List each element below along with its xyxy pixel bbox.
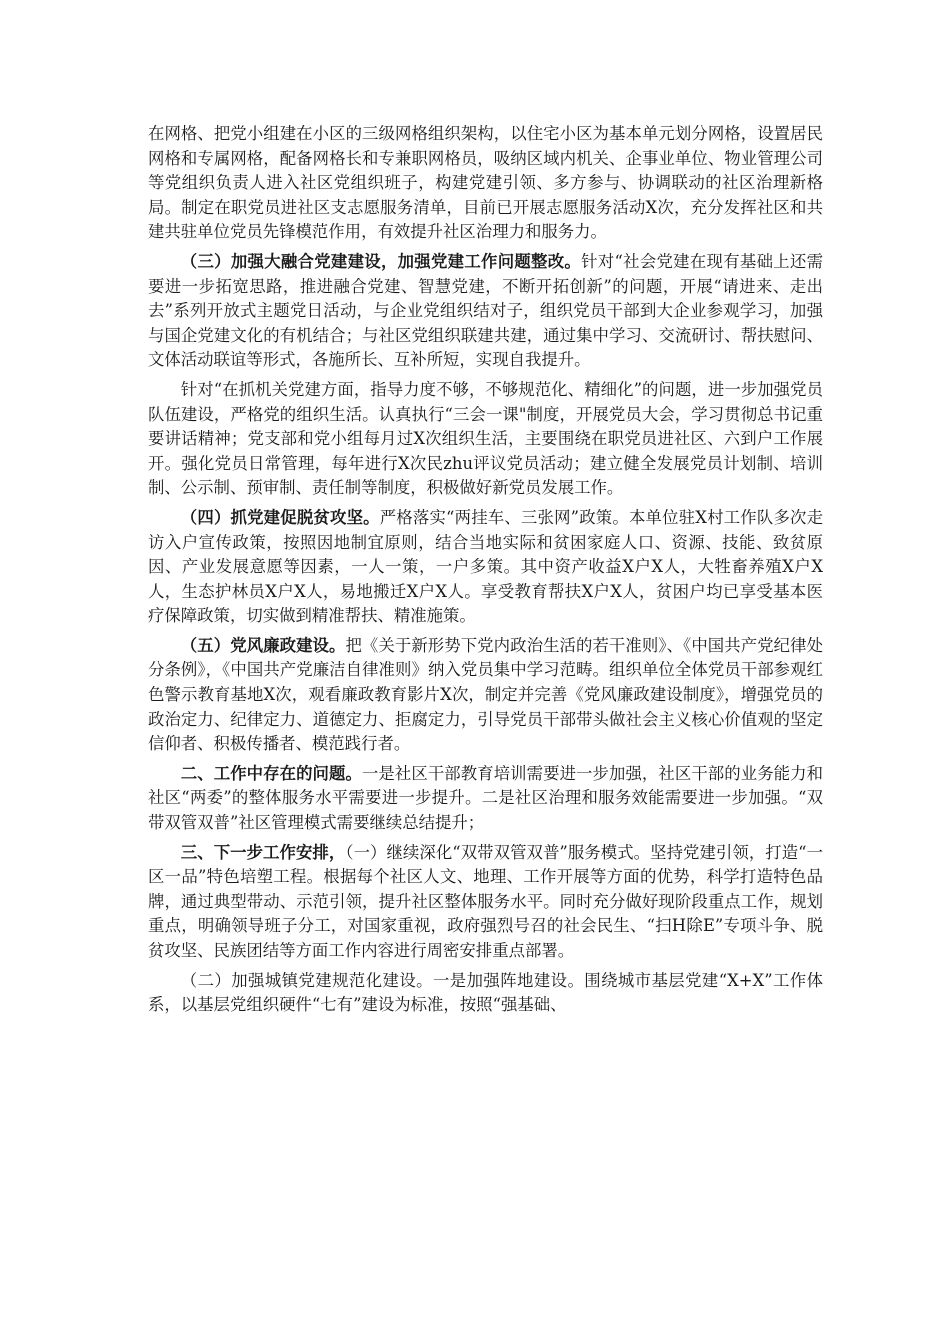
document-body [148,122,823,1023]
paragraph-section-5 [148,634,823,757]
paragraph-grid-structure [148,122,823,245]
paragraph-text: 把《关于新形势下党内政治生活的若干准则》、《中国共产党纪律处分条例》，《中国共产党廉洁自律准则》纳入党员集中学习范畴。组织单位全体党员干部参观红色警示教育基地X次，观看廉政教育影片X次，制定并完善《党风廉政建设制度》，增强党员的政治定力、纪律定力、道德定力、拒腐定力，引导党员干部带头做社会主义核心价值观的坚定信仰者、积极传播者、模范践行者。 [148,635,823,754]
paragraph-text: 一是社区干部教育培训需要进一步加强，社区干部的业务能力和社区“两委”的整体服务水平需要进一步提升。二是社区治理和服务效能需要进一步加强。“双带双管双普”社区管理模式需要继续总结提升； [148,763,823,833]
section-heading: （四）抓党建促脱贫攻坚。 [180,507,380,527]
paragraph-text: （二）加强城镇党建规范化建设。一是加强阵地建设。围绕城市基层党建“X+X”工作体系，以基层党组织硬件“七有”建设为标准，按照“强基础、 [148,970,823,1015]
paragraph-section-4 [148,506,823,629]
section-heading: （三）加强大融合党建建设，加强党建工作问题整改。 [180,251,582,271]
paragraph-urban-party-building [148,969,823,1018]
paragraph-text: 针对“在抓机关党建方面，指导力度不够，不够规范化、精细化”的问题，进一步加强党员队伍建设，严格党的组织生活。认真执行“三会一课"制度，开展党员大会，学习贯彻总书记重要讲话精神；党支部和党小组每月过X次组织生活，主要围绕在职党员进社区、六到户工作展开。强化党员日常管理，每年进行X次民zhu评议党员活动；建立健全发展党员计划制、培训制、公示制、预审制、责任制等制度，积极做好新党员发展工作。 [148,379,823,498]
paragraph-text: 在网格、把党小组建在小区的三级网格组织架构，以住宅小区为基本单元划分网格，设置居民网格和专属网格，配备网格长和专兼职网格员，吸纳区域内机关、企事业单位、物业管理公司等党组织负责人进入社区党组织班子，构建党建引领、多方参与、协调联动的社区治理新格局。制定在职党员进社区支志愿服务清单，目前已开展志愿服务活动X次，充分发挥社区和共建共驻单位党员先锋模范作用，有效提升社区治理力和服务力。 [148,124,823,242]
paragraph-section-3 [148,250,823,373]
chapter-heading: 二、工作中存在的问题。 [180,763,362,783]
paragraph-problems [148,762,823,836]
chapter-heading: 三、下一步工作安排， [180,842,346,862]
paragraph-next-steps [148,841,823,964]
paragraph-text: （一）继续深化“双带双管双普”服务模式。坚持党建引领，打造“一区一品”特色培塑工程。根据每个社区人文、地理、工作开展等方面的优势，科学打造特色品牌，通过典型带动、示范引领，提升社区整体服务水平。同时充分做好现阶段重点工作，规划重点，明确领导班子分工，对国家重视，政府强烈号召的社会民生、“扫H除E”专项斗争、脱贫攻坚、民族团结等方面工作内容进行周密安排重点部署。 [148,842,824,960]
paragraph-text: 针对“社会党建在现有基础上还需要进一步拓宽思路，推进融合党建、智慧党建，不断开拓创新”的问题，开展“请进来、走出去”系列开放式主题党日活动，与企业党组织结对子，组织党员干部到大企业参观学习，加强与国企党建文化的有机结合；与社区党组织联建共建，通过集中学习、交流研讨、帮扶慰问、文体活动联谊等形式，各施所长、互补所短，实现自我提升。 [148,251,823,370]
paragraph-text: 严格落实“两挂车、三张网”政策。本单位驻X村工作队多次走访入户宣传政策，按照因地制宜原则，结合当地实际和贫困家庭人口、资源、技能、致贫原因、产业发展意愿等因素，一人一策，一户多策。其中资产收益X户X人，大牲畜养殖X户X人，生态护林员X户X人，易地搬迁X户X人。享受教育帮扶X户X人，贫困户均已享受基本医疗保障政策，切实做到精准帮扶、精准施策。 [148,507,823,626]
paragraph-organ-party-building [148,378,823,501]
section-heading: （五）党风廉政建设。 [180,635,346,655]
